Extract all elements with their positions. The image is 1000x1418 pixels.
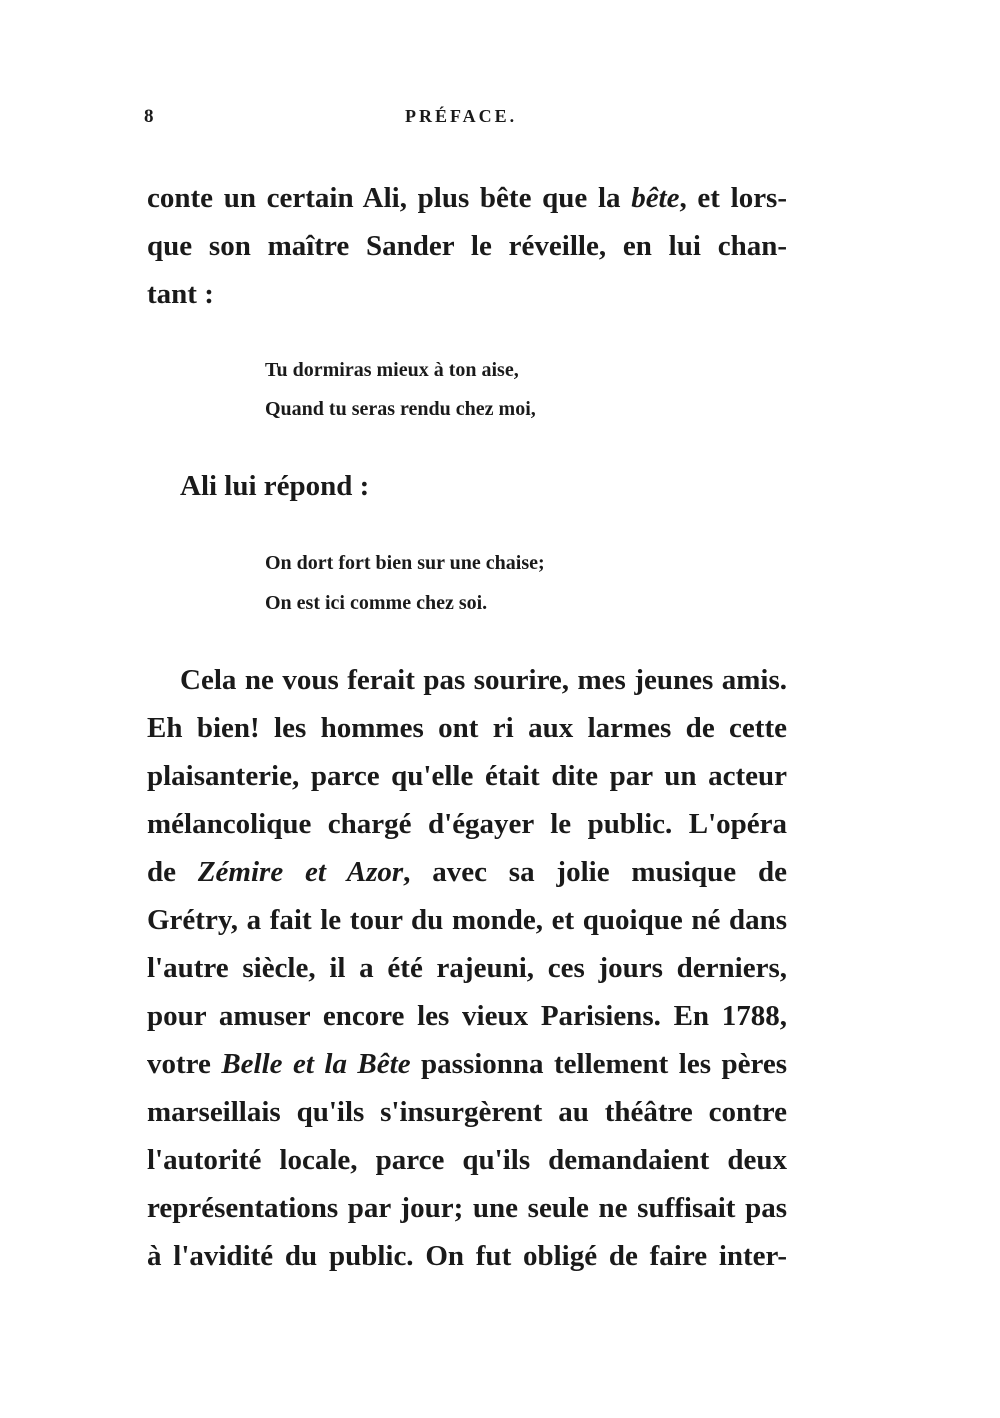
verse-line: On dort fort bien sur une chaise; <box>265 552 545 574</box>
text-line <box>147 180 787 216</box>
running-head: PRÉFACE. <box>405 106 518 126</box>
text-segment: de <box>147 856 198 888</box>
text-segment: passionna tellement les pères <box>410 1048 787 1080</box>
text-segment: votre <box>147 1048 222 1080</box>
text-line <box>147 1046 787 1082</box>
italic-word: bête <box>631 182 680 214</box>
text-line: que son maître Sander le réveille, en lui chan- <box>147 230 787 262</box>
text-line: Grétry, a fait le tour du monde, et quoique né dans <box>147 904 787 936</box>
verse-line: On est ici comme chez soi. <box>265 592 488 614</box>
italic-title: Belle et la Bête <box>221 1048 411 1080</box>
text-line: Cela ne vous ferait pas sourire, mes jeunes amis. <box>180 664 787 696</box>
italic-title: Zémire et Azor <box>197 856 404 888</box>
text-line: pour amuser encore les vieux Parisiens. En 1788, <box>147 1000 787 1032</box>
text-line: Eh bien! les hommes ont ri aux larmes de cette <box>147 712 787 744</box>
text-segment: , et lors- <box>679 182 788 214</box>
response-line: Ali lui répond : <box>180 470 370 502</box>
text-line: représentations par jour; une seule ne suffisait pas <box>147 1192 787 1224</box>
text-line: à l'avidité du public. On fut obligé de faire inter- <box>147 1240 787 1272</box>
verse-line: Quand tu seras rendu chez moi, <box>265 398 536 420</box>
text-line: l'autre siècle, il a été rajeuni, ces jours derniers, <box>147 952 787 984</box>
text-line: marseillais qu'ils s'insurgèrent au théâtre contre <box>147 1096 787 1128</box>
text-line: mélancolique chargé d'égayer le public. L'opéra <box>147 808 787 840</box>
page-number: 8 <box>144 106 154 127</box>
text-segment: , avec sa jolie musique de <box>403 856 787 888</box>
text-line: plaisanterie, parce qu'elle était dite par un acteur <box>147 760 787 792</box>
text-line: tant : <box>147 278 214 310</box>
verse-line: Tu dormiras mieux à ton aise, <box>265 359 519 381</box>
text-segment: conte un certain Ali, plus bête que la <box>147 182 632 214</box>
text-line <box>147 854 787 890</box>
text-line: l'autorité locale, parce qu'ils demandaient deux <box>147 1144 787 1176</box>
